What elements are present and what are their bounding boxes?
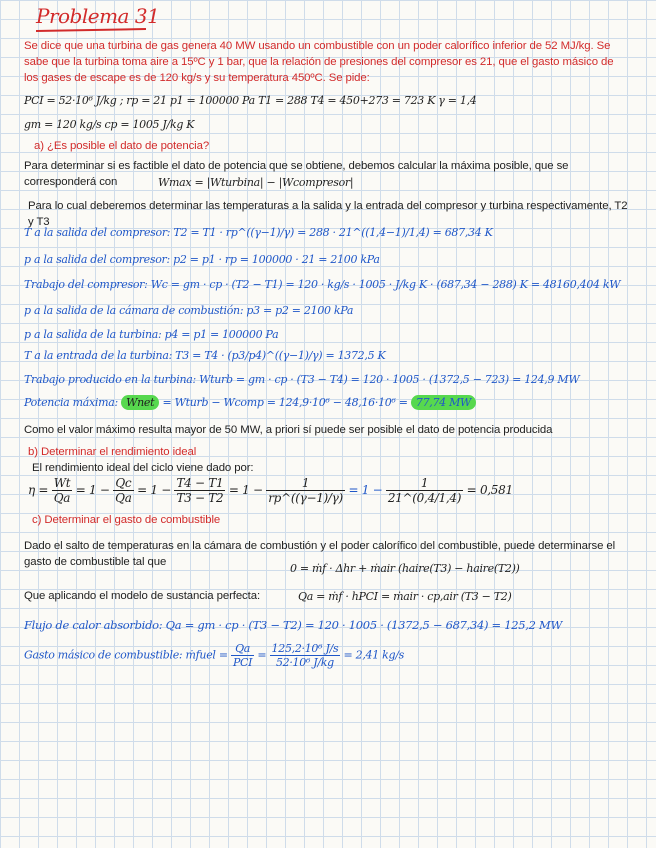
- paragraph-a2: Para lo cual deberemos determinar las temperaturas a la salida y la entrada del compresor y turbina respectivamente, T2 y T3: [28, 200, 628, 228]
- eta-fraction-3: $\frac{T4 - T1}{T3 - T2}$: [176, 476, 224, 505]
- gasto-fraction-1: $\frac{Qa}{\text{PCI}}$: [232, 642, 253, 669]
- paragraph-c2: Que aplicando el modelo de sustancia perfecta:: [24, 590, 261, 602]
- eta-fraction-1: $\frac{Wt}{Qa}$: [53, 476, 71, 505]
- paragraph-a3: Como el valor máximo resulta mayor de 50 MW, a priori sí puede ser posible el dato de potencia producida: [24, 424, 553, 436]
- title-underline: [36, 28, 146, 32]
- calc-p2: p a la salida del compresor: p2 = p1 · rp = 100000 · 21 = 2100 kPa: [24, 253, 380, 266]
- given-data-line-1: PCI = 52·10⁶ J/kg ; rp = 21 p1 = 100000 Pa T1 = 288 T4 = 450+273 = 723 K γ = 1,4: [24, 94, 477, 107]
- potencia-result-highlight: 77,74 MW: [411, 395, 476, 410]
- gasto-fraction-2: $\frac{\text{125,2·10⁶ J/s}}{\text{52·10⁶ J/kg}}$: [271, 642, 339, 669]
- potencia-expression: = Wturb − Wcomp = 124,9·10⁶ − 48,16·10⁶ =: [162, 396, 408, 409]
- given-data-line-2: gm = 120 kg/s cp = 1005 J/kg K: [24, 118, 195, 131]
- calc-gasto: [24, 642, 404, 669]
- formula-c2: Qa = ṁf · hPCI = ṁair · cp,air (T3 − T2): [298, 590, 512, 603]
- gasto-label: Gasto másico de combustible:: [24, 648, 183, 662]
- problem-statement: Se dice que una turbina de gas genera 40 MW usando un combustible con un poder calorífico inferior de 52 MJ/kg. Se sabe que la turbina toma aire a 15ºC y 1 bar, que la relación de presiones del compresor es 21, que el gasto másico de los gases de escape es de 120 kg/s y su temperatura 450ºC. Se pide:: [24, 40, 614, 84]
- gasto-result: = 2,41 kg/s: [343, 648, 404, 662]
- calc-t3: T a la entrada de la turbina: T3 = T4 · (p3/p4)^((γ−1)/γ) = 1372,5 K: [24, 349, 386, 362]
- gasto-lhs: ṁfuel =: [185, 648, 228, 662]
- calc-wc: Trabajo del compresor: Wc = gm · cp · (T2 − T1) = 120 · kg/s · 1005 · J/kg K · (687,34 − 288) K = 48160,404 kW: [24, 278, 621, 291]
- eta-equation: [28, 476, 513, 505]
- eta-lhs: η =: [28, 483, 49, 497]
- gasto-eq: =: [257, 648, 267, 662]
- paragraph-c1: Dado el salto de temperaturas en la cámara de combustión y el poder calorífico del combustible, puede determinarse el gasto de combustible tal que: [24, 540, 616, 568]
- paragraph-a1: Para determinar si es factible el dato de potencia que se obtiene, debemos calcular la máxima posible, que se corresponderá con: [24, 160, 569, 188]
- calc-wt: Trabajo producido en la turbina: Wturb = gm · cp · (T3 − T4) = 120 · 1005 · (1372,5 − 723) = 124,9 MW: [24, 373, 580, 386]
- section-b-heading: b) Determinar el rendimiento ideal: [28, 446, 197, 458]
- formula-wmax: Wmax = |Wturbina| − |Wcompresor|: [158, 176, 354, 189]
- calc-t2: T a la salida del compresor: T2 = T1 · rp^((γ−1)/γ) = 288 · 21^((1,4−1)/1,4) = 687,34 K: [24, 226, 493, 239]
- formula-c1: 0 = ṁf · Δhr + ṁair (haire(T3) − haire(T2)): [290, 562, 520, 575]
- eta-fraction-4: $\frac{1}{rp\^{}((\gamma-1)/\gamma)}$: [268, 476, 343, 505]
- calc-p3: p a la salida de la cámara de combustión: p3 = p2 = 2100 kPa: [24, 304, 354, 317]
- eta-eq-1: = 1 −: [75, 483, 110, 497]
- problem-title: Problema 31: [36, 4, 160, 28]
- eta-fraction-2: $\frac{Qc}{Qa}$: [115, 476, 132, 505]
- calc-potencia: [24, 396, 476, 409]
- section-c-heading: c) Determinar el gasto de combustible: [32, 514, 221, 526]
- calc-p4: p a la salida de la turbina: p4 = p1 = 100000 Pa: [24, 328, 279, 341]
- wnet-highlight: Wnet: [121, 395, 159, 410]
- potencia-label: Potencia máxima:: [24, 396, 118, 409]
- calc-flujo: Flujo de calor absorbido: Qa = gm · cp · (T3 − T2) = 120 · 1005 · (1372,5 − 687,34) = 125,2 MW: [24, 618, 563, 632]
- eta-eq-2: = 1 −: [137, 483, 171, 497]
- eta-eq-3: = 1 −: [228, 483, 263, 497]
- eta-eq-4: = 1 −: [348, 483, 383, 497]
- eta-result: = 0,581: [466, 483, 513, 497]
- paragraph-b1: El rendimiento ideal del ciclo viene dado por:: [32, 462, 254, 474]
- eta-fraction-5: $\frac{1}{21\^{}(0,4/1,4)}$: [387, 476, 462, 505]
- section-a-heading: a) ¿Es posible el dato de potencia?: [34, 140, 210, 152]
